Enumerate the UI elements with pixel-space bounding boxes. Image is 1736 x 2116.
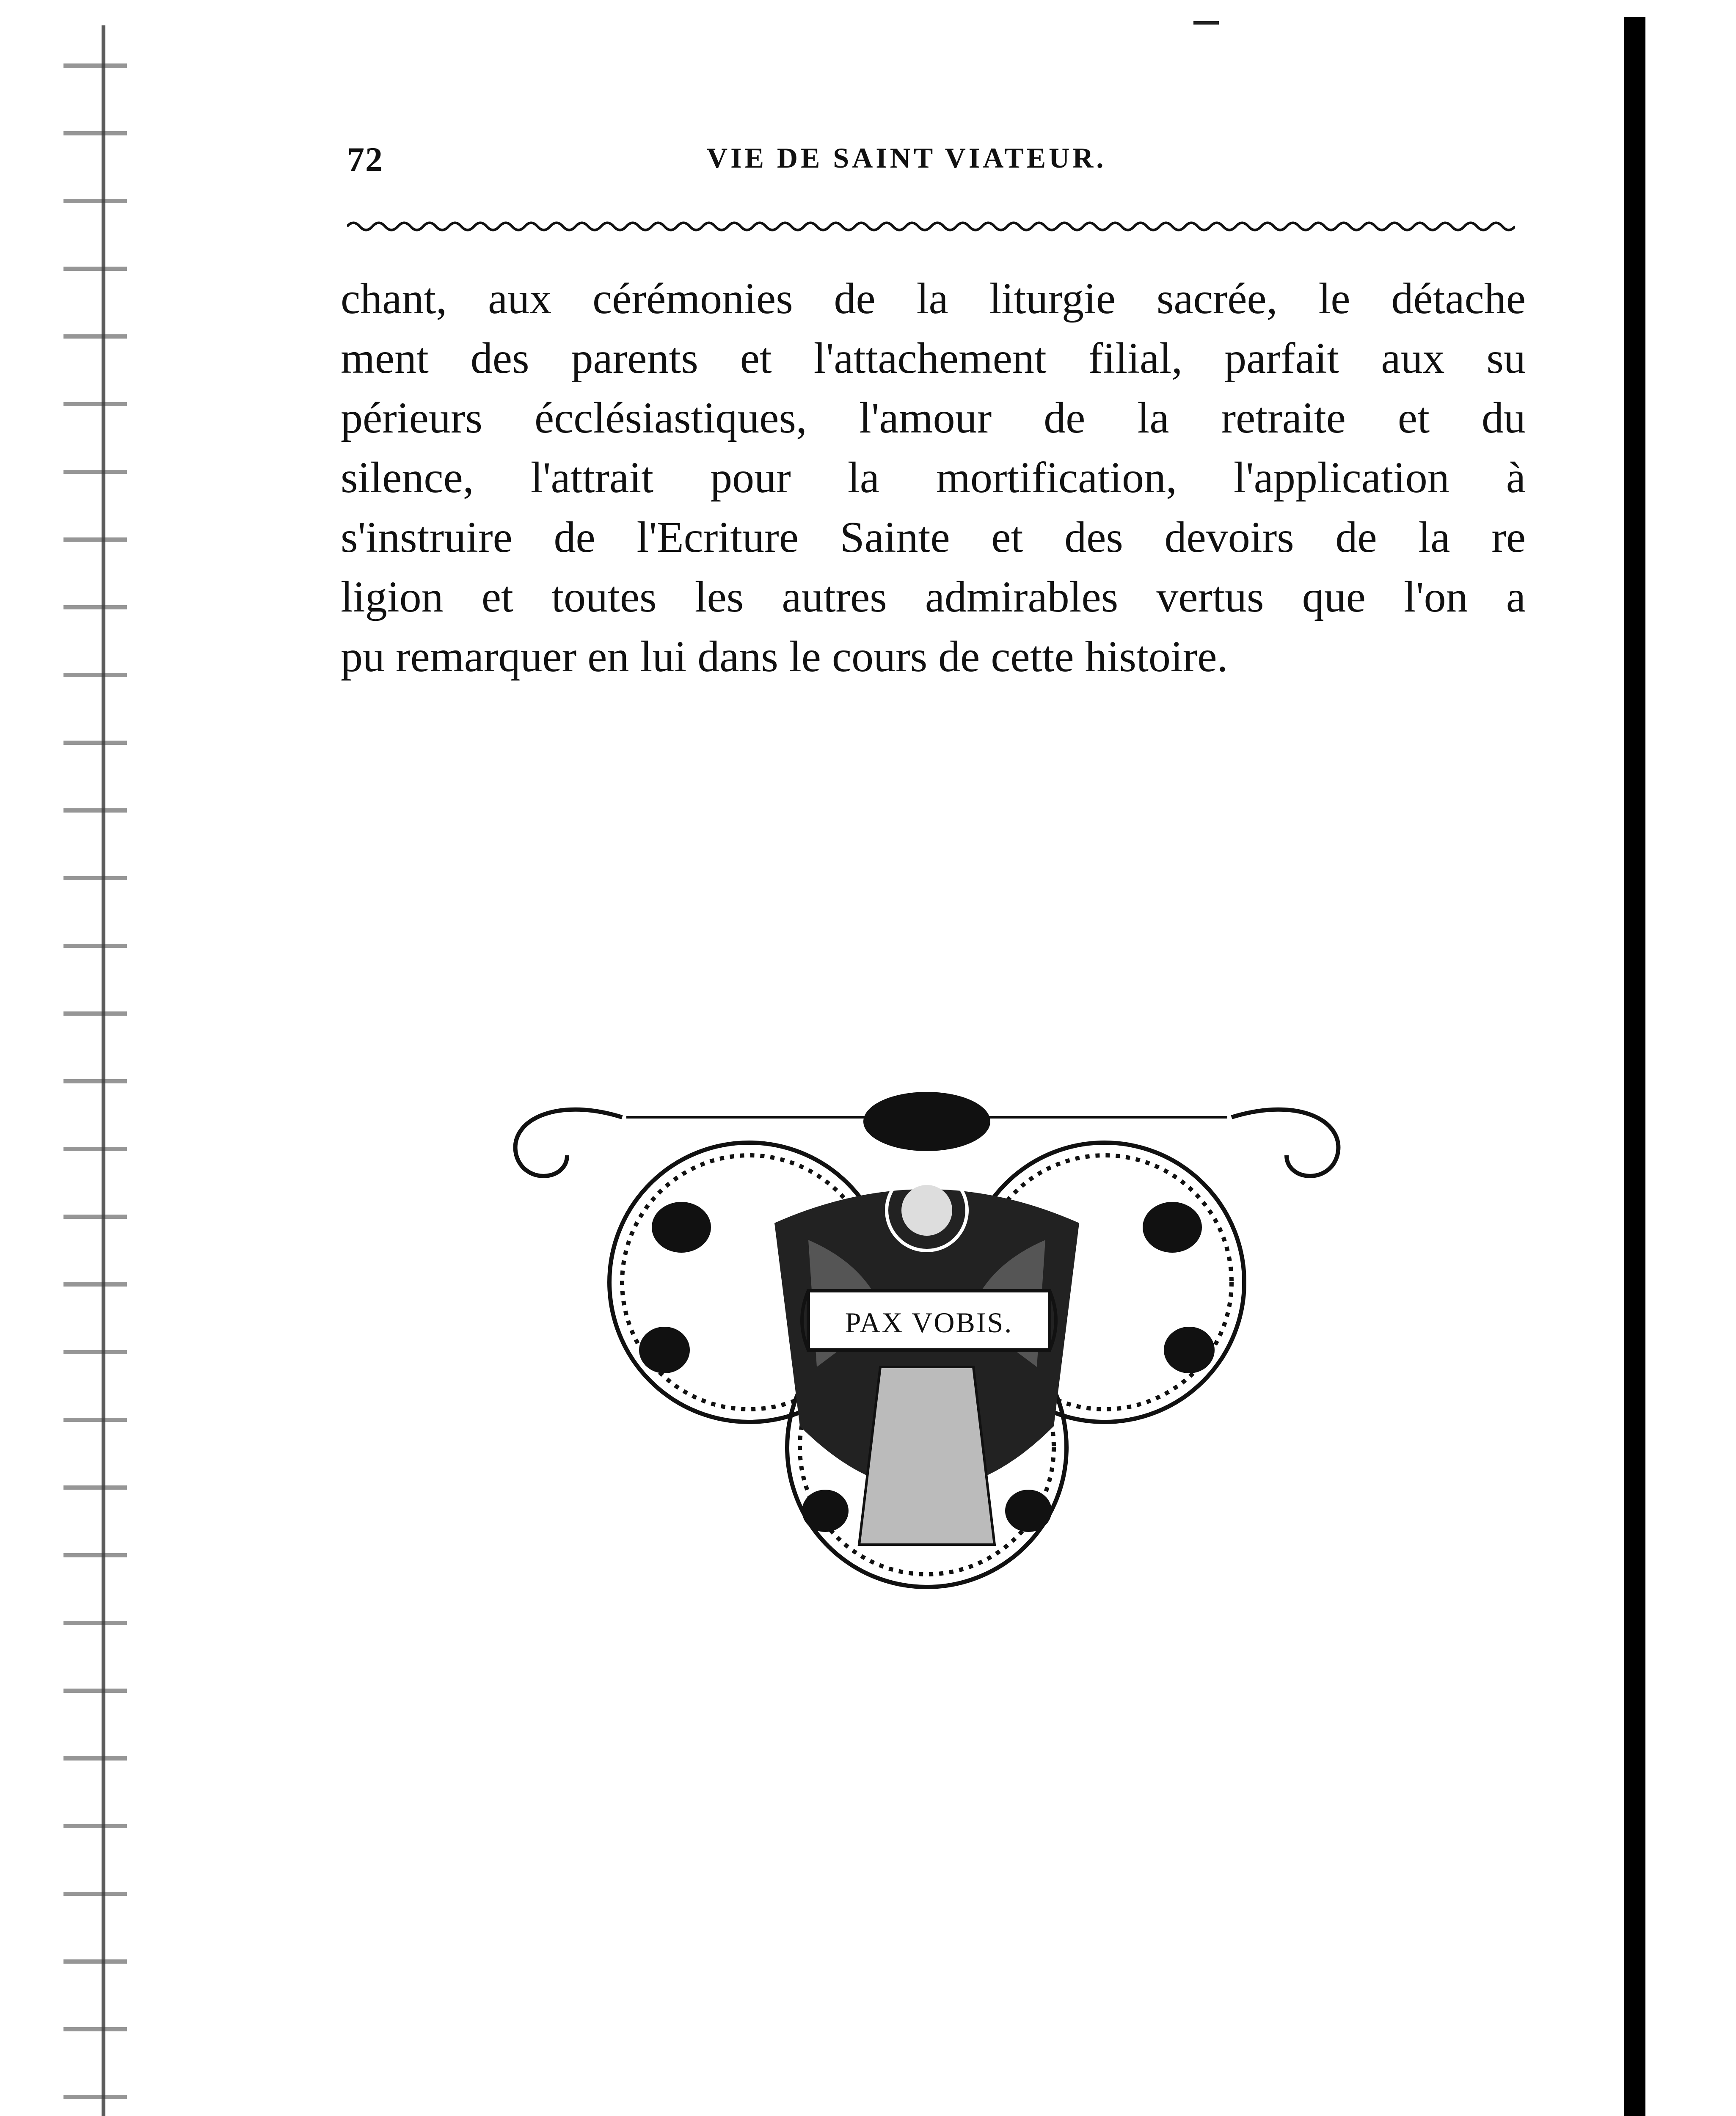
text-line: ligion et toutes les autres admirables vertus que l'on a	[341, 573, 1526, 621]
scan-binding-edge	[63, 25, 127, 2116]
text-line: silence, l'attrait pour la mortification, l'application à	[341, 453, 1526, 502]
page-number: 72	[347, 140, 383, 179]
text-line: s'instruire de l'Ecriture Sainte et des devoirs de la re	[341, 513, 1526, 562]
text-line: périeurs écclésiastiques, l'amour de la retraite et du	[341, 394, 1526, 442]
pax-vobis-vignette	[444, 1045, 1409, 1621]
wavy-rule-divider	[347, 216, 1515, 237]
running-title: VIE DE SAINT VIATEUR.	[707, 142, 1107, 174]
banner-text: PAX VOBIS.	[845, 1306, 1013, 1339]
scan-right-border	[1624, 17, 1645, 2116]
text-line: chant, aux cérémonies de la liturgie sacrée, le détache	[341, 274, 1526, 323]
running-head	[347, 140, 1515, 182]
text-line: pu remarquer en lui dans le cours de cette histoire.	[341, 632, 1228, 681]
text-line: ment des parents et l'attachement filial, parfait aux su	[341, 334, 1526, 383]
angel-figure	[774, 1170, 1079, 1545]
scan-mark	[1193, 21, 1219, 25]
banner-scroll	[802, 1291, 1056, 1350]
body-text	[341, 269, 1526, 686]
